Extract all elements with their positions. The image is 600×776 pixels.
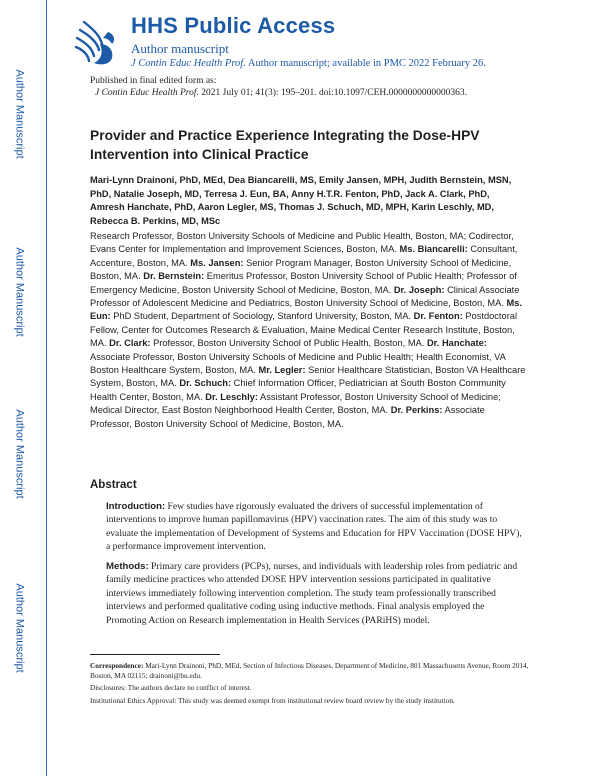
margin-rule [46, 0, 47, 776]
author-manuscript-label: Author manuscript [131, 41, 229, 56]
publication-info [90, 76, 560, 99]
side-label-2: Author Manuscript [14, 247, 27, 337]
paper-title: Provider and Practice Experience Integrating the Dose-HPV Intervention into Clinical Practice [90, 128, 480, 162]
side-label-4: Author Manuscript [14, 583, 27, 673]
abstract-methods: Methods: Primary care providers (PCPs), nurses, and individuals with leadership roles from pediatric and family medicine practices who attended DOSE HPV intervention sessions participated in qualitative interviews immediately following intervention completion. The study team professionally transcribed interviews and performed qualitative coding using inductive methods. Final analysis employed the Promoting Action on Research implementation in Health Services (PARiHS) model. [106, 561, 518, 626]
introduction-label: Introduction: [106, 501, 166, 512]
side-label-1: Author Manuscript [14, 69, 27, 159]
citation-line: J Contin Educ Health Prof. 2021 July 01; 41(3): 195–201. doi:10.1097/CEH.0000000000000363. [95, 87, 467, 98]
manuscript-availability: J Contin Educ Health Prof. Author manuscript; available in PMC 2022 February 26. [131, 58, 486, 69]
hhs-eagle-logo-icon [70, 14, 120, 68]
ethics-note: Institutional Ethics Approval: This study was deemed exempt from institutional review board review by the study institution. [90, 695, 455, 705]
abstract-introduction: Introduction: Few studies have rigorously evaluated the drivers of successful implementation of interventions to improve human papillomavirus (HPV) vaccination rates. The aim of this study was to evaluate the implementation of Development of Systems and Education for HPV Vaccination (DOSE HPV), a performance improvement intervention. [106, 501, 522, 553]
correspondence-note: Correspondence: Mari-Lynn Drainoni, PhD, MEd, Section of Infectious Diseases, Department of Medicine, 801 Massachusetts Avenue, Room 2014, Boston, MA 02115; drainoni@bu.edu. [90, 661, 529, 680]
abstract-heading: Abstract [90, 479, 137, 491]
citation-journal: J Contin Educ Health Prof. [95, 87, 199, 98]
affiliations: Research Professor, Boston University Schools of Medicine and Public Health, Boston, MA; Codirector, Evans Center for Implementation and Improvement Sciences, Boston, MA. Ms. Biancarelli: Consultant, Accenture, Boston, MA. Ms. Jansen: Senior Program Manager, Boston University School of Medicine, Boston, MA. Dr. Bernstein: Emeritus Professor, Boston University School of Public Health; Professor of Emergency Medicine, Boston University School of Medicine, Boston, MA. Dr. Joseph: Clinical Associate Professor of Adolescent Medicine and Pediatrics, Boston University School of Medicine, Boston, MA. Ms. Eun: PhD Student, Department of Sociology, Stanford University, Boston, MA. Dr. Fenton: Postdoctoral Fellow, Center for Outcomes Research & Evaluation, Maine Medical Center Research Institute, Boston, MA. Dr. Clark: Professor, Boston University School of Public Health, Boston, MA. Dr. Hanchate: Associate Professor, Boston University Schools of Medicine and Public Health; Health Economist, VA Boston Healthcare System, Boston, MA. Mr. Legler: Senior Healthcare Statistician, Boston VA Healthcare System, Boston, MA. Dr. Schuch: Chief Information Officer, Pediatrician at South Boston Community Health Center, Boston, MA. Dr. Leschly: Assistant Professor, Boston University School of Medicine; Medical Director, East Boston Neighborhood Health Center, Boston, MA. Dr. Perkins: Associate Professor, Boston University School of Medicine, Boston, MA. [90, 231, 526, 429]
side-label-3: Author Manuscript [14, 409, 27, 499]
footnote-rule [90, 654, 220, 655]
hhs-public-access-title: HHS Public Access [131, 13, 336, 38]
methods-label: Methods: [106, 561, 149, 572]
footnotes [90, 661, 530, 705]
header-journal: J Contin Educ Health Prof. [131, 58, 246, 69]
disclosures-note: Disclosures: The authors declare no conflict of interest. [90, 683, 252, 693]
author-list: Mari-Lynn Drainoni, PhD, MEd, Dea Biancarelli, MS, Emily Jansen, MPH, Judith Bernstein, MSN, PhD, Natalie Joseph, MD, Terresa J. Eun, BA, Anny H.T.R. Fenton, PhD, Jack A. Clark, PhD, Amresh Hanchate, PhD, Aaron Legler, MS, Thomas J. Schuch, MD, MPH, Karin Leschly, MD, Rebecca B. Perkins, MD, MSc [90, 175, 512, 226]
published-in-line: Published in final edited form as: [90, 76, 217, 86]
